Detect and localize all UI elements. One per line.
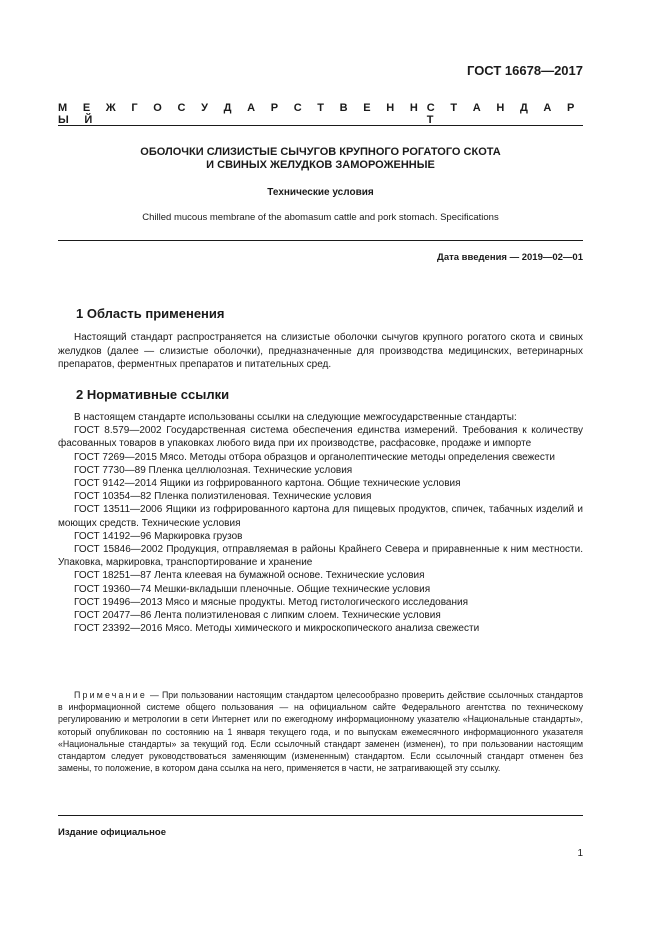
english-title: Chilled mucous membrane of the abomasum cattle and pork stomach. Specifications <box>142 212 499 223</box>
footer-rule <box>58 815 583 816</box>
note-label: Примечание <box>74 690 147 700</box>
document-subtitle: Технические условия <box>267 187 374 198</box>
section-1-body: Настоящий стандарт распространяется на слизистые оболочки сычугов крупного рогатого скота и свиных желудков (далее — слизистые оболочки), предназначенные для производства медицинских, ветеринарных препаратов, ферментных препаратов и питательных сред. <box>58 332 583 370</box>
reference-item: ГОСТ 7730—89 Пленка целлюлозная. Технические условия <box>74 464 353 476</box>
section-1-text <box>58 331 583 372</box>
reference-item: ГОСТ 18251—87 Лента клеевая на бумажной основе. Технические условия <box>74 570 425 582</box>
document-title <box>58 146 583 172</box>
section-1-heading: 1 Область применения <box>76 306 225 321</box>
reference-item: ГОСТ 8.579—2002 Государственная система обеспечения единства измерений. Требования к количеству фасованных товаров в упаковках любого вида при их производстве, расфасовке, продаже и импорте <box>58 425 583 450</box>
reference-item: ГОСТ 23392—2016 Мясо. Методы химического и микроскопического анализа свежести <box>74 623 480 635</box>
reference-item: ГОСТ 14192—96 Маркировка грузов <box>74 530 243 542</box>
standard-banner <box>58 102 583 126</box>
banner-word-standard: С Т А Н Д А Р Т <box>426 102 581 126</box>
official-publication: Издание официальное <box>58 827 166 838</box>
references-intro: В настоящем стандарте использованы ссылки на следующие межгосударственные стандарты: <box>74 412 517 423</box>
note-text: — При пользовании настоящим стандартом целесообразно проверить действие ссылочных стандартов в информационной системе общего пользования — на официальном сайте Федерального агентства по техническому регулированию и метрологии в сети Интернет или по ежегодному информационному указателю «Национальные стандарты», который опубликован по состоянию на 1 января текущего года, и по выпускам ежемесячного информационного указателя «Национальные стандарты» за текущий год. Если ссылочный стандарт заменен (изменен), то при пользовании настоящим стандартом следует руководствоваться заменяющим (измененным) стандартом. Если ссылочный стандарт отменен без замены, то положение, в котором дана ссылка на него, применяется в части, не затрагивающей эту ссылку. <box>58 690 583 774</box>
section-2-heading: 2 Нормативные ссылки <box>76 387 230 402</box>
references-list <box>58 411 583 635</box>
title-rule <box>58 240 583 241</box>
reference-item: ГОСТ 20477—86 Лента полиэтиленовая с липким слоем. Технические условия <box>74 610 441 622</box>
page-number: 1 <box>577 848 583 859</box>
reference-item: ГОСТ 15846—2002 Продукция, отправляемая в районы Крайнего Севера и приравненные к ним местности. Упаковка, маркировка, транспортирование и хранение <box>58 544 583 569</box>
reference-item: ГОСТ 9142—2014 Ящики из гофрированного картона. Общие технические условия <box>74 478 461 490</box>
standard-code: ГОСТ 16678—2017 <box>467 63 583 78</box>
reference-item: ГОСТ 7269—2015 Мясо. Методы отбора образцов и органолептические методы определения свежести <box>74 451 556 463</box>
title-line-1: ОБОЛОЧКИ СЛИЗИСТЫЕ СЫЧУГОВ КРУПНОГО РОГАТОГО СКОТА <box>140 146 501 158</box>
reference-item: ГОСТ 13511—2006 Ящики из гофрированного картона для пищевых продуктов, спичек, табачных изделий и моющих средств. Технические условия <box>58 504 583 529</box>
introduction-date: Дата введения — 2019—02—01 <box>437 252 583 263</box>
reference-item: ГОСТ 10354—82 Пленка полиэтиленовая. Технические условия <box>74 491 372 503</box>
reference-item: ГОСТ 19496—2013 Мясо и мясные продукты. Метод гистологического исследования <box>74 596 469 608</box>
note <box>58 689 583 774</box>
top-rule <box>58 125 583 126</box>
reference-item: ГОСТ 19360—74 Мешки-вкладыши пленочные. Общие технические условия <box>74 583 431 595</box>
title-line-2: И СВИНЫХ ЖЕЛУДКОВ ЗАМОРОЖЕННЫЕ <box>206 159 435 171</box>
banner-word-interstate: М Е Ж Г О С У Д А Р С Т В Е Н Н Ы Й <box>58 102 425 126</box>
